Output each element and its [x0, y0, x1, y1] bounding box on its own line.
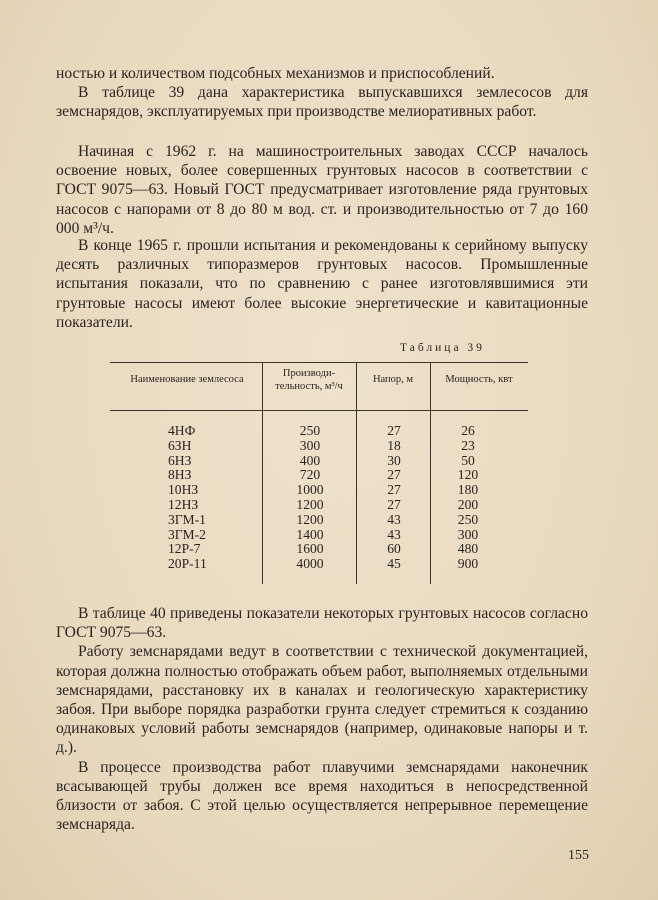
- gost-text: [56, 142, 588, 238]
- paragraph-continuation: ностью и количеством подсобных механизмов и приспособлений.: [56, 65, 495, 82]
- tests-text: [56, 236, 588, 332]
- table-cell-productivity: 720: [299, 467, 321, 483]
- table-cell-power: 23: [461, 437, 475, 453]
- table-cell-head: 27: [387, 467, 401, 483]
- table-header-rule: [110, 410, 528, 411]
- table-cell-name: 20Р-11: [168, 556, 207, 572]
- table-divider: [262, 362, 263, 584]
- table-cell-head: 60: [387, 541, 401, 557]
- table-cell-power: 300: [457, 526, 479, 542]
- table-cell-name: 3ГМ-1: [168, 511, 206, 527]
- table-cell-power: 26: [461, 423, 475, 438]
- table-cell-head: 30: [387, 452, 401, 468]
- intro-text: [56, 64, 588, 122]
- table-divider: [430, 362, 431, 584]
- table-caption: Таблица 39: [400, 342, 485, 354]
- table-cell-head: 27: [387, 482, 401, 498]
- table-cell-power: 180: [457, 482, 479, 498]
- table-cell-productivity: 4000: [296, 556, 324, 572]
- table-cell-head: 43: [387, 526, 401, 542]
- page-number: 155: [568, 848, 589, 863]
- table-cell-power: 200: [457, 496, 479, 512]
- paragraph-documentation: Работу земснарядами ведут в соответствии с технической документацией, которая должна полностью отображать объем работ, выполняемых отдельными земснарядами, расстановку их в каналах и геологическую характеристику забоя. При выборе порядка разработки грунта следует стремиться к созданию одинаковых условий работы земснарядов (например, одинаковые напоры и т. д.).: [56, 643, 588, 757]
- table-cell-head: 18: [387, 437, 401, 453]
- table-cell-head: 27: [387, 496, 401, 512]
- paragraph-table39-ref: В таблице 39 дана характеристика выпускавшихся землесосов для земснарядов, эксплуатируемых при производстве мелиоративных работ.: [56, 84, 588, 121]
- table-cell-name: 10НЗ: [168, 482, 199, 498]
- table-39: [110, 362, 528, 584]
- table-cell-power: 120: [457, 467, 479, 483]
- table-cell-name: 12НЗ: [168, 496, 199, 512]
- table-top-rule: [110, 362, 528, 363]
- column-names: [168, 424, 228, 572]
- paragraph-1965: В конце 1965 г. прошли испытания и рекомендованы к серийному выпуску десять различных типоразмеров грунтовых насосов. Промышленные испытания показали, что по сравнению с ранее изготовлявшимися эти грунтовые насосы имеют более высокие энергетические и кавитационные показатели.: [56, 237, 588, 331]
- table-cell-productivity: 1600: [296, 541, 324, 557]
- header-power: Мощность, квт: [445, 374, 513, 385]
- table-cell-power: 480: [457, 541, 479, 557]
- column-power: [436, 424, 500, 572]
- paragraph-gost: Начиная с 1962 г. на машиностроительных заводах СССР началось освоение новых, более совершенных грунтовых насосов в соответствии с ГОСТ 9075—63. Новый ГОСТ предусматривает изготовление ряда грунтовых насосов с напорами от 8 до 80 м вод. ст. и производительностью от 7 до 160 000 м³/ч.: [56, 143, 588, 237]
- table-cell-productivity: 1400: [296, 526, 324, 542]
- closing-text: [56, 604, 588, 834]
- header-productivity: Производи-тельность, м³/ч: [275, 368, 343, 392]
- table-cell-productivity: 1200: [296, 511, 324, 527]
- table-cell-productivity: 1200: [296, 496, 324, 512]
- table-cell-productivity: 250: [299, 423, 321, 438]
- table-cell-head: 45: [387, 556, 401, 572]
- table-cell-head: 43: [387, 511, 401, 527]
- table-cell-name: 8НЗ: [168, 467, 192, 483]
- table-cell-name: 6НЗ: [168, 452, 192, 468]
- table-cell-productivity: 300: [299, 437, 321, 453]
- table-cell-name: 12Р-7: [168, 541, 201, 557]
- header-name: Наименование землесоса: [130, 374, 244, 385]
- column-productivity: [278, 424, 342, 572]
- table-cell-power: 250: [457, 511, 479, 527]
- table-cell-productivity: 1000: [296, 482, 324, 498]
- paragraph-table40-ref: В таблице 40 приведены показатели некоторых грунтовых насосов согласно ГОСТ 9075—63.: [56, 605, 588, 642]
- table-cell-name: 3ГМ-2: [168, 526, 206, 542]
- table-cell-productivity: 400: [299, 452, 321, 468]
- table-cell-name: 4НФ: [168, 423, 196, 438]
- table-cell-head: 27: [387, 423, 401, 438]
- table-cell-power: 900: [457, 556, 479, 572]
- paragraph-suction-pipe: В процессе производства работ плавучими земснарядами наконечник всасывающей трубы должен все время находиться в непосредственной близости от забоя. С этой целью осуществляется непрерывное перемещение земснаряда.: [56, 758, 588, 834]
- header-head: Напор, м: [372, 374, 414, 385]
- table-cell-name: 6ЗН: [168, 437, 192, 453]
- column-head: [362, 424, 426, 572]
- table-cell-power: 50: [461, 452, 475, 468]
- table-divider: [356, 362, 357, 584]
